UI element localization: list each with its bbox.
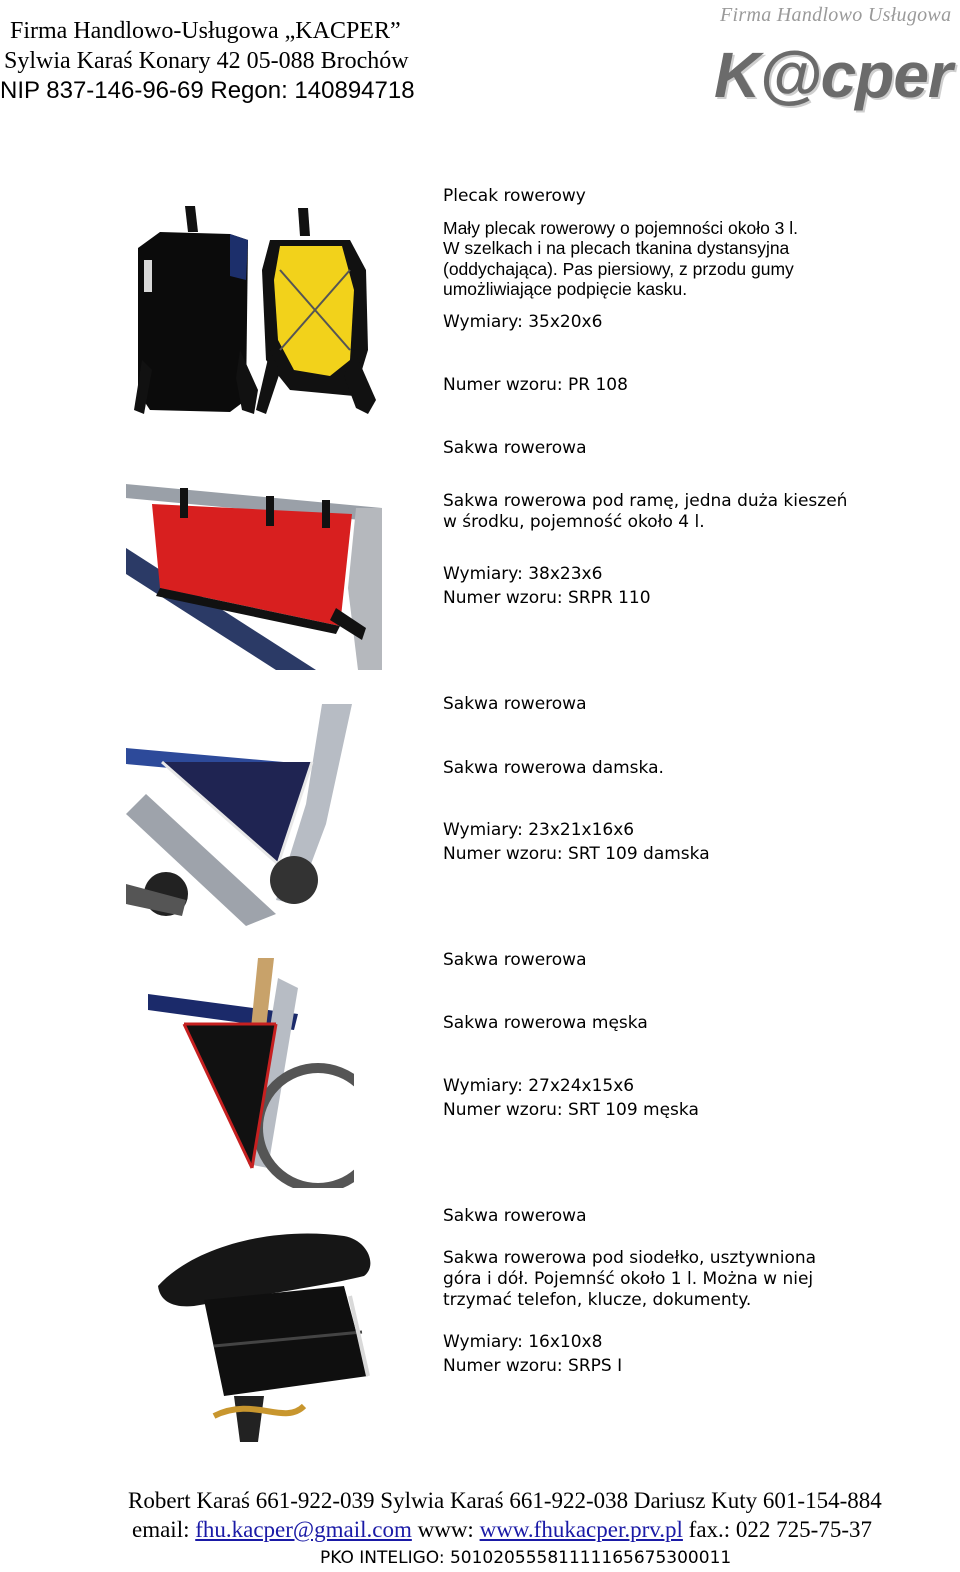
product-title: Sakwa rowerowa [443,438,587,458]
footer-links-line [132,1517,960,1543]
product-description-line: w środku, pojemność około 4 l. [443,512,705,532]
website-link[interactable]: www.fhukacper.prv.pl [479,1517,683,1542]
email-label: email: [132,1517,196,1542]
black-backpack [134,206,258,414]
product-description-line: Sakwa rowerowa pod ramę, jedna duża kieszeń [443,491,848,511]
product-model-number: Numer wzoru: PR 108 [443,375,628,395]
product-description-line: Sakwa rowerowa pod siodełko, usztywniona [443,1248,817,1268]
product-dimensions: Wymiary: 38x23x6 [443,564,603,584]
product-description-line: trzymać telefon, klucze, dokumenty. [443,1290,752,1310]
company-address: Sylwia Karaś Konary 42 05-088 Brochów [4,48,409,74]
frame-bag-red-image [126,478,382,670]
product-dimensions: Wymiary: 23x21x16x6 [443,820,635,840]
bank-account: PKO INTELIGO: 50102055581111165675300011 [320,1548,732,1568]
backpack-image [130,200,390,420]
company-name: Firma Handlowo-Usługowa „KACPER” [10,18,401,44]
company-logo [706,0,956,130]
product-model-number: Numer wzoru: SRT 109 damska [443,844,710,864]
product-description-line: góra i dół. Pojemnść około 1 l. Można w niej [443,1269,814,1289]
saddle-bag-image [154,1226,380,1442]
product-title: Sakwa rowerowa [443,694,587,714]
product-model-number: Numer wzoru: SRPR 110 [443,588,651,608]
product-description-line: (oddychająca). Pas piersiowy, z przodu gumy [443,259,794,279]
product-title: Sakwa rowerowa [443,950,587,970]
product-dimensions: Wymiary: 16x10x8 [443,1332,603,1352]
product-dimensions: Wymiary: 27x24x15x6 [443,1076,635,1096]
triangle-bag-navy-image [126,704,358,928]
product-title: Plecak rowerowy [443,186,586,206]
product-model-number: Numer wzoru: SRT 109 męska [443,1100,699,1120]
product-description-line: W szelkach i na plecach tkanina dystansyjna [443,238,790,258]
product-description-line: Mały plecak rowerowy o pojemności około 3 l. [443,218,799,238]
product-description-line: Sakwa rowerowa damska. [443,758,664,778]
email-link[interactable]: fhu.kacper@gmail.com [195,1517,412,1542]
fax-number: fax.: 022 725-75-37 [682,1517,872,1542]
product-dimensions: Wymiary: 35x20x6 [443,312,603,332]
www-label: www: [411,1517,480,1542]
triangle-bag-black-image [148,958,354,1188]
product-description-line: Sakwa rowerowa męska [443,1013,648,1033]
product-description-line: umożliwiające podpięcie kasku. [443,279,688,299]
product-model-number: Numer wzoru: SRPS I [443,1356,623,1376]
footer-contacts: Robert Karaś 661-922-039 Sylwia Karaś 661-922-038 Dariusz Kuty 601-154-884 [128,1488,882,1513]
yellow-backpack [256,208,376,414]
logo-wordmark: K@cper [714,39,952,111]
company-nip-regon: NIP 837-146-96-69 Regon: 140894718 [0,77,415,104]
logo-tagline: Firma Handlowo Usługowa [720,4,952,26]
product-title: Sakwa rowerowa [443,1206,587,1226]
